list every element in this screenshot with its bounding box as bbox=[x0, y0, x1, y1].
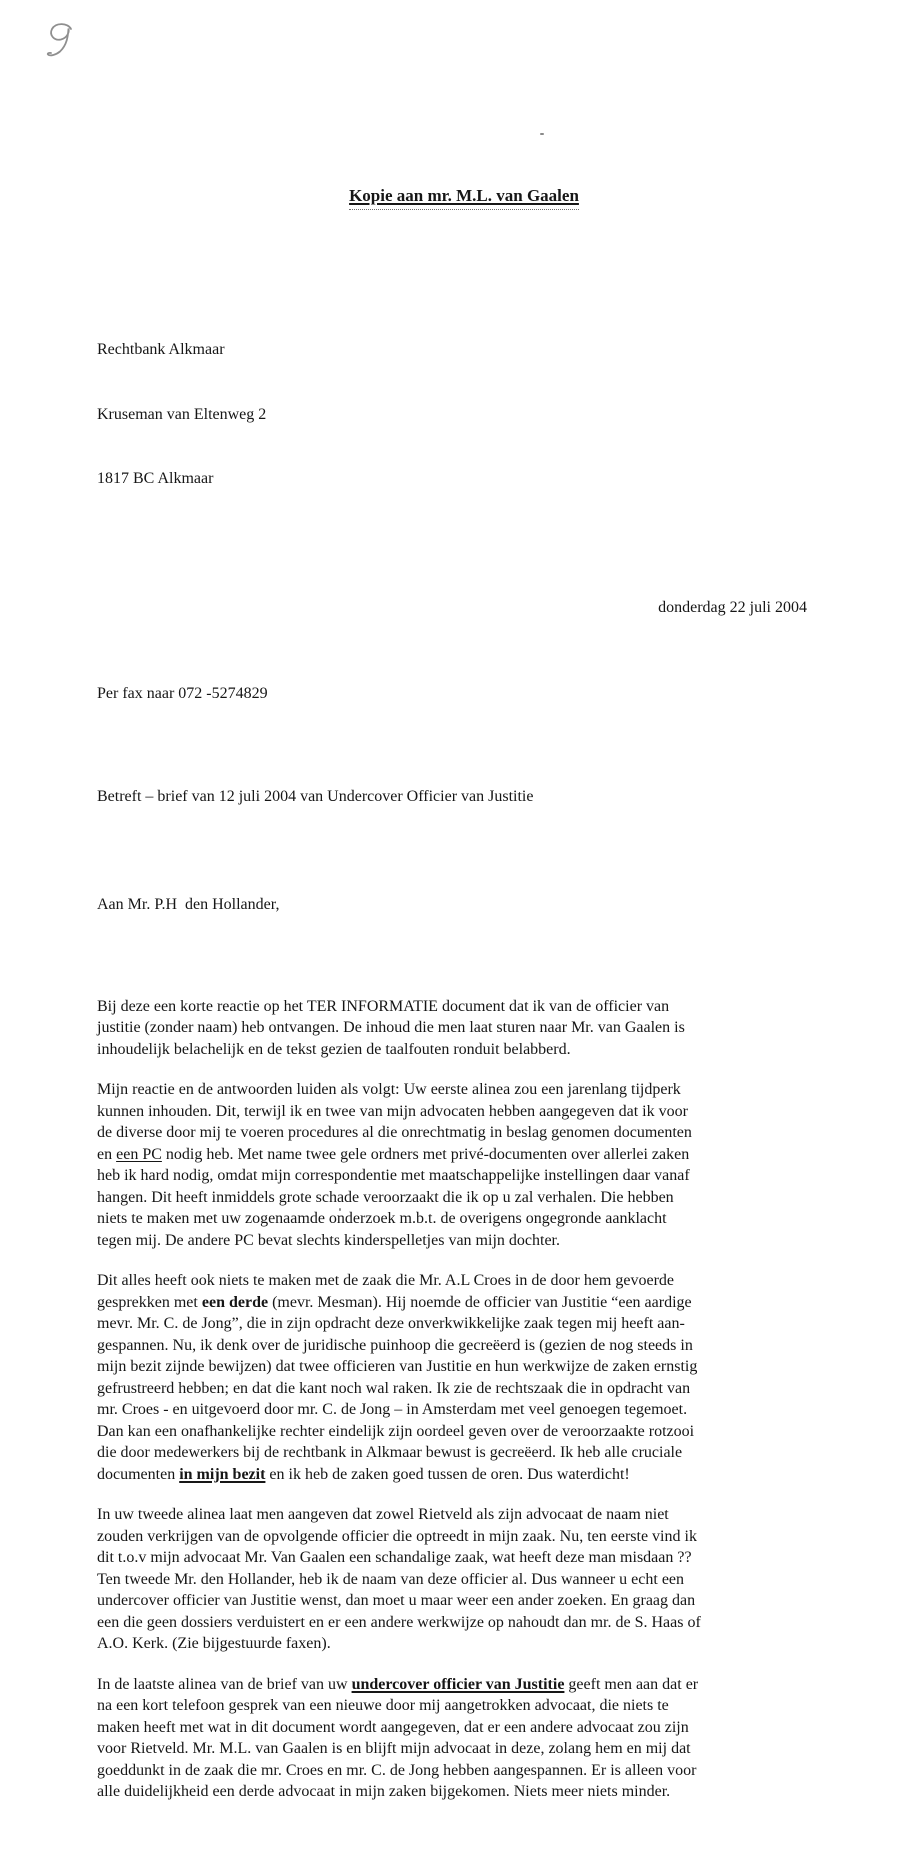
recipient-address bbox=[97, 296, 807, 533]
paragraph-line: maken heeft met wat in dit document wordt aangegeven, dat er een andere advocaat zou zijn bbox=[97, 1718, 689, 1736]
paragraph-line: Mijn reactie en de antwoorden luiden als volgt: Uw eerste alinea zou een jarenlang tijdperk bbox=[97, 1081, 681, 1098]
subject-line: Betreft – brief van 12 juli 2004 van Undercover Officier van Justitie bbox=[97, 788, 534, 805]
fax-line: Per fax naar 072 -5274829 bbox=[97, 685, 268, 702]
paragraph-line: een die geen dossiers verduistert en er een andere werkwijze op nahoudt dan mr. de S. Haas of bbox=[97, 1613, 701, 1631]
letter-content bbox=[97, 98, 807, 1867]
paragraph-line: mijn bezit zijnde bewijzen) dat twee officieren van Justitie en hun werkwijze de zaken ernstig bbox=[97, 1358, 698, 1375]
paragraph-line: documenten in mijn bezit en ik heb de zaken goed tussen de oren. Dus waterdicht! bbox=[97, 1465, 630, 1483]
paragraph-line: Dan kan een onafhankelijke rechter eindelijk zijn oordeel geven over de veroorzaakte rotzooi bbox=[97, 1422, 695, 1440]
paragraph-line: A.O. Kerk. (Zie bijgestuurde faxen). bbox=[97, 1635, 331, 1652]
paragraph-line: alle duidelijkheid een derde advocaat in mijn zaken bijgekomen. Niets meer niets minder. bbox=[97, 1783, 671, 1800]
paragraph-line: gefrustreerd hebben; en dat die kant noch wal raken. Ik zie de rechtszaak die in opdracht van bbox=[97, 1379, 691, 1397]
paragraph-line: Ten tweede Mr. den Hollander, heb ik de naam van deze officier al. Dus wanneer u echt een bbox=[97, 1570, 685, 1588]
letter-title: Kopie aan mr. M.L. van Gaalen bbox=[349, 185, 579, 210]
paragraph-line: Dit alles heeft ook niets te maken met de zaak die Mr. A.L Croes in de door hem gevoerde bbox=[97, 1272, 675, 1289]
paragraph-line: In uw tweede alinea laat men aangeven dat zowel Rietveld als zijn advocaat de naam niet bbox=[97, 1506, 669, 1523]
paragraph-line: heb ik hard nodig, omdat mijn correspondentie met maatschappelijke instellingen daar vanaf bbox=[97, 1167, 690, 1184]
paragraph-line: dit t.o.v mijn advocaat Mr. Van Gaalen een schandalige zaak, wat heeft deze man misdaan ?? bbox=[97, 1549, 692, 1566]
salutation: Aan Mr. P.H den Hollander, bbox=[97, 895, 280, 913]
paragraph-line: justitie (zonder naam) heb ontvangen. De inhoud die men laat sturen naar Mr. van Gaalen is bbox=[97, 1019, 685, 1036]
handwritten-mark bbox=[40, 20, 82, 70]
paragraph-line: mevr. Mr. C. de Jong”, die in zijn opdracht deze onverkwikkelijke zaak tegen mij heeft aan- bbox=[97, 1315, 685, 1332]
paragraph-line: inhoudelijk belachelijk en de tekst gezien de taalfouten ronduit belabberd. bbox=[97, 1040, 571, 1058]
address-line: 1817 BC Alkmaar bbox=[97, 470, 214, 487]
address-line: Rechtbank Alkmaar bbox=[97, 341, 225, 358]
paragraph-line: Bij deze een korte reactie op het TER INFORMATIE document dat ik van de officier van bbox=[97, 997, 670, 1015]
letter-paragraph bbox=[97, 1504, 807, 1655]
paragraph-line: en een PC nodig heb. Met name twee gele ordners met privé-documenten over allerlei zaken bbox=[97, 1145, 690, 1163]
title-row bbox=[97, 163, 807, 232]
paragraph-line: goeddunkt in de zaak die mr. Croes en mr. C. de Jong hebben aangespannen. Er is alleen voor bbox=[97, 1761, 697, 1779]
letter-body bbox=[97, 996, 807, 1803]
paragraph-line: de diverse door mij te voeren procedures al die onrechtmatig in beslag genomen documenten bbox=[97, 1124, 692, 1141]
paragraph-line: na een kort telefoon gesprek van een nieuwe door mij aangetrokken advocaat, die niets te bbox=[97, 1697, 669, 1714]
paragraph-line: die door medewerkers bij de rechtbank in Alkmaar bewust is gecreëerd. Ik heb alle cruciale bbox=[97, 1444, 683, 1461]
paragraph-line: gespannen. Nu, ik denk over de juridische puinhoop die gecreëerd is (gezien de nog steeds in bbox=[97, 1336, 693, 1354]
paragraph-line: mr. Croes - en uitgevoerd door mr. C. de Jong – in Amsterdam met veel genoegen tegemoet. bbox=[97, 1401, 688, 1418]
paragraph-line: niets te maken met uw zogenaamde onderzoek m.b.t. de overigens ongegronde aanklacht bbox=[97, 1210, 667, 1227]
letter-paragraph bbox=[97, 1270, 807, 1485]
letter-paragraph bbox=[97, 1079, 807, 1251]
paragraph-line: undercover officier van Justitie wenst, dan moet u maar weer een ander zoeken. En graag dan bbox=[97, 1592, 696, 1609]
paragraph-line: In de laatste alinea van de brief van uw undercover officier van Justitie geeft men aan dat er bbox=[97, 1675, 699, 1693]
paragraph-line: gesprekken met een derde (mevr. Mesman). Hij noemde de officier van Justitie “een aardige bbox=[97, 1293, 692, 1311]
paragraph-line: tegen mij. De andere PC bevat slechts kinderspelletjes van mijn dochter. bbox=[97, 1231, 560, 1249]
letter-paragraph bbox=[97, 1674, 807, 1803]
address-line: Kruseman van Eltenweg 2 bbox=[97, 405, 267, 423]
paragraph-line: voor Rietveld. Mr. M.L. van Gaalen is en blijft mijn advocaat in deze, zolang hem en mij dat bbox=[97, 1740, 691, 1757]
letter-paragraph bbox=[97, 996, 807, 1061]
paragraph-line: zouden verkrijgen van de opvolgende officier die optreedt in mijn zaak. Nu, ten eerste vind ik bbox=[97, 1527, 697, 1545]
paragraph-line: hangen. Dit heeft inmiddels grote schade veroorzaakt die ik op u zal verhalen. Die hebben bbox=[97, 1188, 674, 1206]
date-text: donderdag 22 juli 2004 bbox=[658, 599, 807, 616]
paragraph-line: kunnen inhouden. Dit, terwijl ik en twee van mijn advocaten hebben aangegeven dat ik voor bbox=[97, 1102, 688, 1120]
